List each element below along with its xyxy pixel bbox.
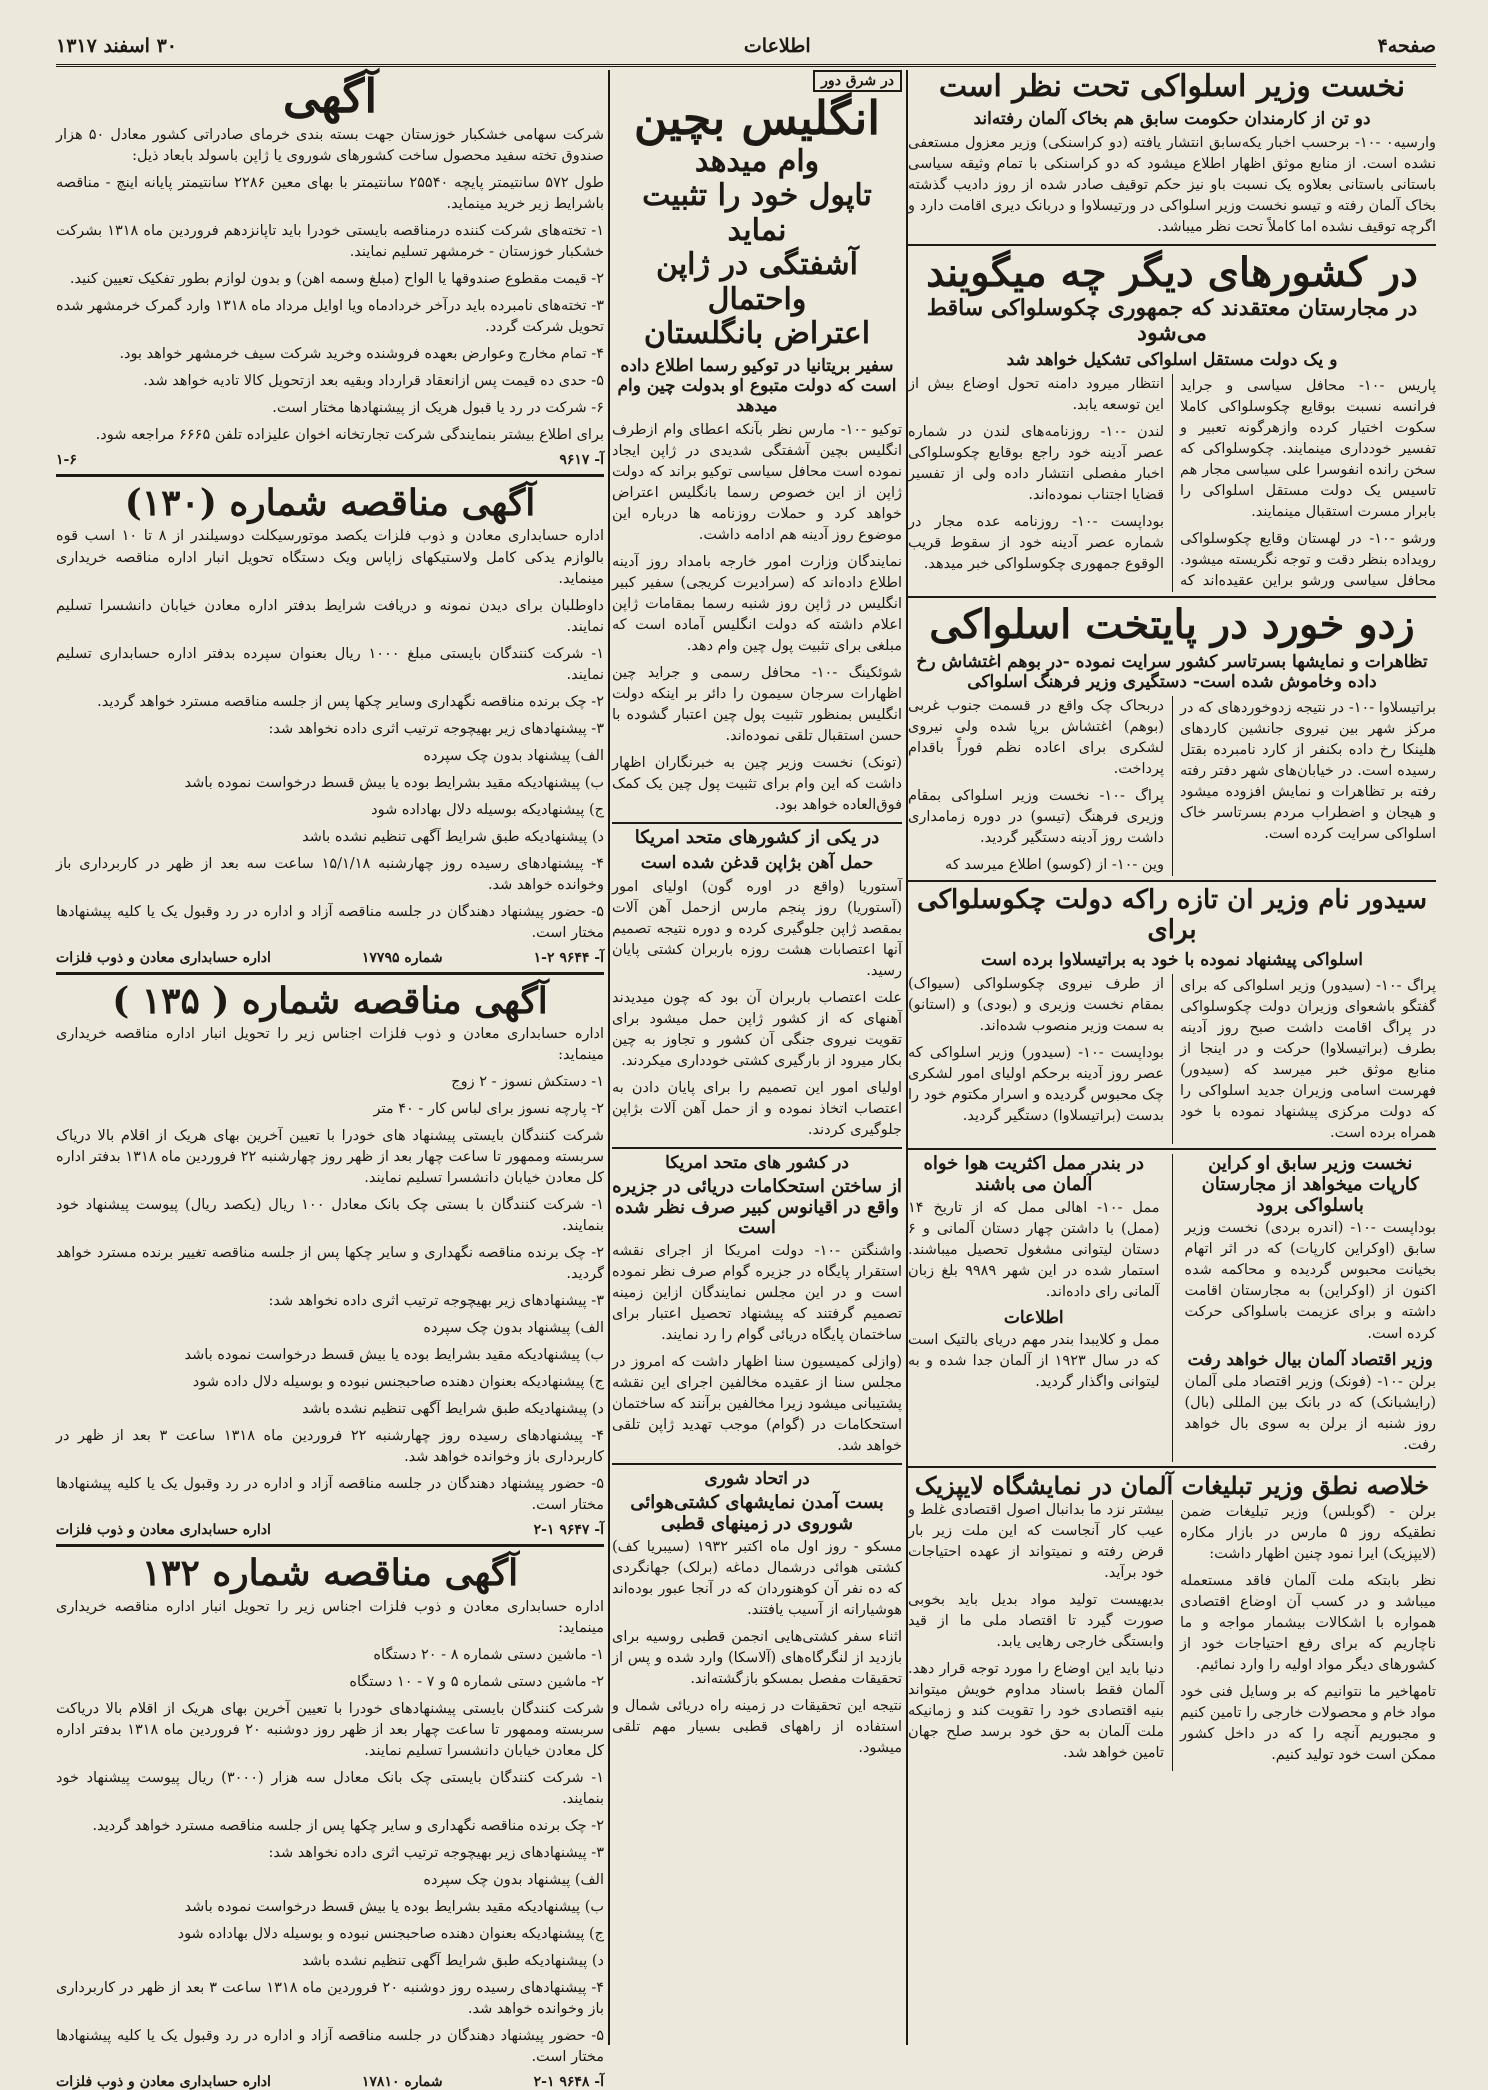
paragraph: اولیای امور این تصمیم را برای پایان دادن به اعتصاب اتخاذ نموده و از حمل آهن آلات بژاپن جلوگیری کردند. [612,1080,902,1139]
ad-issuer: اداره حسابداری معادن و ذوب فلزات [56,2074,271,2090]
paragraph: اداره حسابداری معادن و ذوب فلزات یکصد موتورسیکلت دوسیلندر از ۸ تا ۱۰ اسب قوه بالوازم یدکی کامل ولاستیکهای زاپاس ویک دستگاه تحویل انبار اداره مناقصه خریداری مینماید. [56,528,605,587]
divider [908,244,1436,246]
paragraph: ۱- شرکت کنندگان بایستی مبلغ ۱۰۰۰ ریال بعنوان سپرده بدفتر اداره حسابداری تسلیم نمایند. [56,645,604,683]
paragraph: ۱- ماشین دستی شماره ۸ - ۲۰ دستگاه [373,1646,604,1663]
headline: بست آمدن نمایشهای کشتی‌هوائی شوروی در زمینهای قطبی [630,1492,884,1534]
paragraph: الف) پیشنهاد بدون چک سپرده [423,1872,604,1889]
headline: نخست وزیر سابق او کراین کارپات میخواهد از مجارستان باسلواکی برود [1201,1153,1419,1216]
article-columns [908,974,1436,1144]
divider [908,880,1436,882]
divider [612,822,902,824]
article-slovak-pm [908,70,1436,238]
paragraph: ب) پیشنهادیکه مقید بشرایط بوده یا بیش قسط درخواست نموده باشد [184,1899,604,1916]
paragraph: ب) پیشنهادیکه مقید بشرایط بوده یا بیش قسط درخواست نموده باشد [184,1347,604,1364]
ad-title: آگهی مناقصه شماره ۱۳۲ [141,1552,519,1595]
article-row [908,1154,1436,1462]
paragraph: شرکت سهامی خشکبار خوزستان جهت بسته بندی خرمای صادراتی کشور معادل ۵۰ هزار صندوق تخته سفید محصول ساخت کشورهای شوروی یا ژاپن باسولد بابعاد ذیل: [56,126,605,164]
paragraph: ۴- پیشنهادهای رسیده روز چهارشنبه ۲۲ فروردین ماه ۱۳۱۸ ساعت ۳ بعد از ظهر در کاربرداری باز وخوانده خواهد شد. [56,1428,604,1466]
paragraph: ج) پیشنهادیکه بوسیله دلال بهاداده شود [371,801,604,818]
column-middle [612,70,902,2045]
divider [56,972,604,975]
paragraph: ۱- شرکت کنندگان با بستی چک بانک معادل ۱۰۰ ریال (یکصد ریال) پیوست پیشنهاد خود بنمایند. [56,1197,604,1235]
paragraph: ۱- تخته‌های شرکت کننده درمناقصه بایستی خودرا باید تاپانزدهم فروردین ماه ۱۳۱۸ بشرکت خشکبار خوزستان - خرمشهر تسلیم نمایند. [56,222,604,260]
paragraph: ج) پیشنهادیکه بعنوان دهنده صاحبجنس نبوده و بوسیله دلال بهاداده شود [177,1926,604,1943]
ad-number: شماره ۱۷۷۹۵ [361,949,443,966]
ad-khuzestan [56,70,604,468]
paragraph: پراگ -۱۰- (سیدور) وزیر اسلواکی که برای گفتگو باشعوای وزیران دولت چکوسلواکی در پراگ اقامت داشت صبح روز آدینه بطرف (براتیسلاوا) حرکت و در اینجا از منابع موثق خبر میرسد که (سیدور) فهرست اسامی وزیران جدید اسلواکی را که دولت مرکزی پیشنهاد نموده با خود همراه برده است. [1180,978,1436,1142]
paragraph: ۶- شرکت در رد یا قبول هریک از پیشنهادها مختار است. [272,400,604,417]
paragraph: داوطلبان برای دیدن نمونه و دریافت شرایط بدفتر اداره معادن خیابان دانشسرا تسلیم نمایند. [56,597,604,635]
paragraph: ۵- حضور پیشنهاد دهندگان در جلسه مناقصه آزاد و اداره در رد وقبول یک یا کلیه پیشنهادها مختار است. [56,2028,604,2066]
paragraph: ۳- پیشنهادهای زیر بهیچوجه ترتیب اثری داده نخواهد شد: [268,1845,604,1861]
headline: انگلیس بچین [633,91,881,145]
headline: در کشورهای دیگر چه میگویند [926,248,1418,296]
paragraph: الف) پیشنهاد بدون چک سپرده [423,747,604,764]
headline: سیدور نام وزیر ان تازه راکه دولت چکوسلواکی برای [917,885,1427,946]
ad-tender-132 [56,1553,604,2090]
subheadline: سفیر بریتانیا در توکیو رسما اطلاع داده است که دولت متبوع او بدولت چین وام میدهد [617,355,897,416]
paragraph: د) پیشنهادیکه طبق شرایط آگهی تنظیم نشده باشد [302,1953,604,1970]
headline: خلاصه نطق وزیر تبلیغات آلمان در نمایشگاه لایپزیک [914,1471,1430,1501]
headline: آشفتگی در ژاپن واحتمال [655,247,859,317]
issue-date: ۳۰ اسفند ۱۳۱۷ [56,35,177,57]
paragraph: براتیسلاوا -۱۰- در نتیجه زدوخوردهای که در مرکز شهر بین نیروی جانشین کاردهای هلینکا رخ داده بکنفر از کارد نامبرده بقتل رسیده است. در خیابان‌های شهر دفتر رفته رفته بر تظاهرات و نمایش افزوده میشود و هیجان و اضطراب مردم بسرتاسر خاک اسلواکی سرایت کرده است. [1180,700,1436,843]
newspaper-name: اطلاعات [743,35,811,57]
masthead [56,28,1436,67]
divider [612,1147,902,1149]
ad-code: آ- ۹۶۴۴ ۲-۱ [533,949,604,966]
article-columns [908,696,1436,876]
paragraph: بوداپست -۱۰- روزنامه عده مجار در شماره عصر آدینه خود از سقوط قریب الوقوع جمهوری چکوسلواکی خبر میدهد. [908,514,1165,573]
divider [612,1463,902,1465]
paragraph: برلن - (گوبلس) وزیر تبلیغات ضمن نطقیکه روز ۵ مارس در بازار مکاره (لایپزیک) ایرا نمود چنین اظهار داشت: [1180,1503,1436,1562]
paragraph: ۲- ماشین دستی شماره ۵ و ۷ - ۱۰ دستگاه [349,1673,604,1690]
paragraph: آستوریا (واقع در اوره گون) اولیای امور (آستوریا) روز پنجم مارس ازحمل آهن آلات بمقصد ژاپن جلوگیری کرده و دوره نتیجه تصمیم آنها اعتصابات هشت روزه باربران کشتی پایان رسید. [612,878,902,979]
article-columns [908,1500,1436,1771]
paragraph: طول ۵۷۲ سانتیمتر پایچه ۲۵۵۴۰ سانتیمتر با بهای معین ۲۲۸۶ سانتیمتر پایانه اینچ - مناقصه باشرایط زیر خرید مینماید. [56,174,604,212]
paragraph: الف) پیشنهاد بدون چک سپرده [423,1320,604,1337]
ad-run: ۱-۶ [56,452,77,469]
ad-issuer: اداره حسابداری معادن و ذوب فلزات [56,1522,271,1539]
headline: تاپول خود را تثبیت نماید [642,178,872,248]
paragraph: وین -۱۰- از (کوسو) اطلاع میرسد که [945,857,1164,874]
paragraph: علت اعتصاب باربران آن بود که چون میدیدند آهنهای که از کشور ژاپن حمل میشود برای تقویت نیروی جنگی آن کشور و تجاوز به چین بکار میرود از بارگیری کشتی خودداری میکردند. [612,989,902,1069]
paragraph: ب) پیشنهادیکه مقید بشرایط بوده یا بیش قسط درخواست نموده باشد [184,774,604,791]
subheadline: تظاهرات و نمایشها بسرتاسر کشور سرایت نموده -در بوهم اغتشاش رخ داده وخاموش شده است- دستگیری وزیر فرهنگ اسلواکی [916,652,1428,693]
paragraph: ۱- دستکش نسوز - ۲ زوج [451,1074,604,1091]
paragraph: ۲- پارچه نسوز برای لباس کار - ۴۰ متر [373,1101,604,1118]
paragraph: تامهاخیر ما نتوانیم که بر وسایل فنی خود مواد خام و محصولات خارجی را تامین کنیم و مجبوریم آنچه را که در داخل کشور ممکن است خود تولید کنیم. [1180,1683,1436,1763]
ad-number: شماره ۱۷۸۱۰ [361,2074,443,2090]
paragraph: ۳- تخته‌های نامبرده باید درآخر خردادماه ویا اوایل مرداد ماه ۱۳۱۸ وارد گمرک خرمشهر شده تحویل شرکت گردد. [56,298,604,336]
paragraph: بیشتر نزد ما بدانبال اصول اقتصادی غلط و عیب کار آنجاست که این ملت زیر بار قرض رفته و نمیتواند از عهده احتیاجات خود برآید. [908,1501,1164,1581]
subheadline: اطلاعات [1003,1307,1064,1328]
article-columns [908,374,1436,592]
subheadline: در مجارستان معتقدند که جمهوری چکوسلواکی ساقط می‌شود [926,294,1418,346]
paragraph: برای اطلاع بیشتر بنمایندگی شرکت تجارتخانه اخوان علیزاده تلفن ۶۶۶۵ مراجعه شود. [95,427,604,444]
ad-footer [56,1522,604,1538]
ad-tender-130 [56,483,604,966]
ad-footer [56,2074,604,2090]
headline: اعتراض بانگلستان [643,316,871,352]
subheadline: حمل آهن بژاپن قدغن شده است [640,852,874,873]
ad-code: آ- ۹۶۴۷ ۱-۲ [533,1522,604,1539]
subheadline: وزیر اقتصاد آلمان بیال خواهد رفت [1187,1349,1433,1370]
paragraph: ۴- پیشنهادهای رسیده روز دوشنبه ۲۰ فروردین ماه ۱۳۱۸ ساعت ۳ بعد از ظهر در کاربرداری باز وخوانده خواهد شد. [56,1980,605,2018]
paragraph: ۱- شرکت کنندگان بایستی چک بانک معادل سه هزار (۳۰۰۰) ریال پیوست پیشنهاد خود بنمایند. [56,1769,604,1807]
article-clash-capital [908,602,1436,876]
headline: نخست وزیر اسلواکی تحت نظر است [938,69,1406,104]
headline: زدو خورد در پایتخت اسلواکی [929,601,1415,649]
paragraph: اثناء سفر کشتی‌هایی انجمن قطبی روسیه برای بازدید از لنگرگاه‌های (آلاسکا) وارد شده و پس از تحقیقات مفصل بمسکو بازگشته‌اند. [612,1628,902,1687]
ad-footer [56,950,604,966]
headline: از ساختن استحکامات دریائی در جزیره واقع در اقیانوس کبیر صرف نظر شده است [612,1176,902,1239]
paragraph: شوئکینگ -۱۰- محافل رسمی و جراید چین اظهارات سرجان سیمون را دائر بر اینکه دولت انگلیس بمنظور تثبیت پول چین اعتبار گشوده با حسن استقبال تلقی نموده‌اند. [612,665,903,745]
paragraph: ۵- حضور پیشنهاد دهندگان در جلسه مناقصه آزاد و اداره در رد وقبول یک یا کلیه پیشنهادها مختار است. [56,1476,604,1514]
headline: در یکی از کشورهای متحد امریکا [634,827,880,849]
paragraph: دنیا باید این اوضاع را مورد توجه قرار دهد. آلمان فقط باسناد مداوم خویش میتواند بنیه اقتصادی خود را تقویت کند و زمانیکه ملت آلمان به حق خود برسد صلح جهان تامین خواهد شد. [908,1660,1164,1761]
ad-issuer: اداره حسابداری معادن و ذوب فلزات [56,949,271,966]
paragraph: برلن -۱۰- (فونک) وزیر اقتصاد ملی آلمان (رایشبانک) که در بانک بین المللی (بال) روز شنبه از برلن به سوی بال خواهد رفت. [1184,1374,1436,1454]
article-body: وارسیه۰ -۱۰- برحسب اخبار یکه‌سابق انتشار یافته (دو کراسنکی) وزیر معزول مستعفی نشده است. از منابع موثق اظهار اطلاع میشود که دو کراسنکی با تمام وثیقه سیاسی باستانی باستانی بعلاوه یک نسبت باو نیز حکم توقیف صادر شده از روز دادیب گذشته بخاک آلمان رفته و تیسو نخست وزیر اسلواکی در ورتیسلاوا و دربانک دیری اقامت دارد و اگرچه توقیف نشده اما کاملاً تحت نظر میباشد. [908,134,1436,235]
headline: در بندر ممل اکثریت هوا خواه آلمان می باشند [923,1153,1145,1196]
ad-footer [56,452,604,468]
section-kicker: در شرق دور [813,70,902,92]
paragraph: ج) پیشنهادیکه بعنوان دهنده صاحبجنس نبوده و بوسیله دلال داده شود [192,1374,604,1391]
paragraph: واشنگتن -۱۰- دولت امریکا از اجرای نقشه استقرار پایگاه در جزیره گوام صرف نظر نموده است و در این مجلس نمایندگان ازاین زمینه تصمیم گرفتند که پیشنهاد تحصیل اعتبار برای ساختمان پایگاه دریائی گوام را رد نمایند. [612,1243,902,1344]
column-right [908,70,1436,2045]
paragraph: بدیهیست تولید مواد بدیل باید بخوبی صورت گیرد تا اقتصاد ملی ما از قید وابستگی خارجی رهایی یابد. [908,1591,1164,1650]
paragraph: ممل و کلایبدا بندر مهم دریای بالتیک است که در سال ۱۹۲۳ از آلمان جدا شده و به لیتوانی واگذار گردید. [908,1332,1160,1391]
divider [1172,1154,1173,1462]
ad-title: آگهی مناقصه شماره ( ۱۳۵ ) [112,979,548,1022]
paragraph: شرکت کنندگان بایستی پیشنهادهای خودرا با تعیین آخرین بهای هریک از اقلام بالا دریاکت سربسته وممهور تا ساعت چهار بعد از ظهر روز دوشنبه ۲۰ فروردین ماه ۱۳۱۸ بدفتر اداره کل معادن خیابان دانشسرا تسلیم نمایند. [56,1700,604,1759]
paragraph: اداره حسابداری معادن و ذوب فلزات اجناس زیر را تحویل انبار اداره مناقصه خریداری مینماید: [56,1026,604,1064]
paragraph: بوداپست -۱۰- (اندره بردی) نخست وزیر سابق (اوکراین کارپات) که در اثر اتهام بخیانت محبوس گردیده و محاکمه شده اکنون از (اوکراین) به مجارستان اقامت داشته و برای عزیمت باسلواکی حرکت کرده است. [1184,1220,1436,1342]
paragraph: پاریس -۱۰- محافل سیاسی و جراید فرانسه نسبت بوقایع چکوسلواکی کاملا سکوت اختیار کرده وازهرگونه تعبیر و تفسیر خودداری مینمایند. چکوسلواکی که سخن رانده انفوسرا علی سیاسی مجار هم تاسیس یک دولت مستقل اسلواکی را بابرار مسرت استقبال مینمایند. [1180,378,1436,521]
section-kicker: در اتحاد شوری [704,1469,810,1490]
page-number: صفحه۴ [1377,35,1436,57]
paragraph: (وازلی کمیسیون سنا اظهار داشت که امروز در مجلس سنا از عقیده مخالفین اجرای این نقشه پشتیبانی میشود زیرا مخالفین برآنند که ساختمان استحکامات در (گوام) موجب تهدید ژاپن تلقی خواهد شد. [612,1354,902,1455]
ad-tender-135 [56,981,604,1539]
headline: وام میدهد [694,143,820,179]
paragraph: (تونک) نخست وزیر چین به خبرنگاران اظهار داشت که این وام برای تثبیت پول چین یک کمک فوق‌العاده خواهد بود. [612,755,902,814]
divider [908,1466,1436,1468]
divider [908,596,1436,598]
paragraph: ورشو -۱۰- در لهستان وقایع چکوسلواکی رویداده بنظر دقت و توجه نگریسته میشود. محافل سیاسی ورشو براین عقیده‌اند که انتظار میرود دامنه تحول اوضاع بیش از این توسعه یابد. [908,376,1436,590]
paragraph: توکیو -۱۰- مارس نظر بآنکه اعطای وام ازطرف انگلیس بچین آشفتگی شدیدی در ژاپن ایجاد نموده است محافل سیاسی توکیو براند که دولت ژاپن از این خصوص رسما بانگلیس اعتراض خواهد کرد و حملات روزنامه ها درباره این موضوع روز آدینه هم ادامه داشت. [612,421,902,543]
ad-code: آ- ۹۶۱۷ [559,452,604,469]
column-left-ads [56,69,605,2090]
section-kicker: در کشور های متحد امریکا [665,1153,849,1174]
ad-code: آ- ۹۶۴۸ ۱-۲ [533,2074,604,2090]
paragraph: دربحاک چک واقع در قسمت جنوب غربی (بوهم) اغتشاش برپا شده ولی نیروی لشکری برای اعاده نظم فوراً باقدام پرداخت. [908,698,1164,778]
paragraph: ۲- قیمت مقطوع صندوقها یا الواح (مبلغ وسمه اهن) و بدون لوازم بطور تفکیک تعیین کنید. [69,270,604,287]
paragraph: ۳- پیشنهادهای زیر بهیچوجه ترتیب اثری داده نخواهد شد: [268,720,604,737]
divider [56,474,604,477]
paragraph: پراگ -۱۰- نخست وزیر اسلواکی بمقام وزیری فرهنگ (تیسو) در دوره زمامداری داشت روز آدینه دستگیر گردید. [908,788,1164,847]
paragraph: ممل -۱۰- اهالی ممل که از تاریخ ۱۴ (ممل) با داشتن چهار دستان آلمانی و ۶ دستان لیتوانی مشغول تحصیل میباشند. استمار شده در این شهر ۹۹۸۹ بلغ زبان آلمانی رای داده‌اند. [908,1199,1160,1300]
paragraph: شرکت کنندگان بایستی پیشنهاد های خودرا با تعیین آخرین بهای هریک از اقلام بالا دریاک سربسته وممهور تا ساعت چهار بعد از ظهر روز چهارشنبه ۲۲ فروردین ماه ۱۳۱۸ بدفتر اداره کل معادن خیابان دانشسرا تسلیم نمایند. [56,1128,605,1187]
paragraph: د) پیشنهادیکه طبق شرایط آگهی تنظیم نشده باشد [302,1401,604,1418]
article-sidor [908,886,1436,1144]
article-carpatho-ukraine [1185,1154,1437,1462]
subheadline-2: و یک دولت مستقل اسلواکی تشکیل خواهد شد [1006,350,1338,371]
paragraph: ۴- تمام مخارج وعوارض بعهده فروشنده وخرید شرکت سیف خرمشهر خواهد بود. [119,346,604,363]
divider [56,1544,604,1547]
paragraph: نمایندگان وزارت امور خارجه بامداد روز آدینه اطلاع داده‌اند که (سرادیرت کریجی) سفیر کبیر انگلیس در ژاپن روز شنبه رسما بمقامات ژاپن اعلام داشته که دولت انگلیس آماده است که مبلغی برای تثبیت پول چین وام دهد. [612,553,902,655]
paragraph: د) پیشنهادیکه طبق شرایط آگهی تنظیم نشده باشد [302,828,604,845]
article-memel [908,1154,1160,1462]
paragraph: مسکو - روز اول ماه اکتبر ۱۹۳۲ (سیبریا کف) کشتی هوائی درشمال دماغه (برلک) جهانگردی که ده نفر آن کوهنوردان که در آنجا عبور بوده‌اند هوشیارانه از آسیب یافتند. [612,1538,902,1618]
paragraph: ۲- چک برنده مناقصه نگهداری و سایر چکها پس از جلسه مناقصه مسترد خواهد گردید. [92,1817,604,1834]
ad-title: آگهی مناقصه شماره (۱۳۰) [124,482,536,525]
subheadline: دو تن از کارمندان حکومت سابق هم بخاک آلمان رفته‌اند [973,108,1371,129]
subheadline: اسلواکی پیشنهاد نموده با خود به براتیسلاوا برده است [980,950,1364,971]
paragraph: نتیجه این تحقیقات در زمینه راه دریائی شمال و استفاده از راههای قطبی بسیار مهم تلقی میشود. [612,1697,902,1756]
paragraph: ۳- پیشنهادهای زیر بهیچوجه ترتیب اثری داده نخواهد شد: [268,1293,604,1310]
paragraph: از طرف نیروی چکوسلواکی (سیواک) بمقام نخست وزیری و (بودی) و (استانو) به سمت وزیر منصوب شده‌اند. [908,976,1164,1035]
paragraph: ۵- حدی ده قیمت پس ازانعقاد قرارداد وبقیه بعد ازتحویل کالا تادیه خواهد شد. [143,373,604,390]
paragraph: ۲- چک برنده مناقصه نگهداری و سایر چکها پس از جلسه مناقصه تغییر برنده مسترد خواهد گردید. [56,1245,604,1283]
paragraph: لندن -۱۰- روزنامه‌های لندن در شماره عصر آدینه خود راجع بوقایع چکوسلواکی اخبار مفصلی انتشار داده ولی از تفسیر قضایا اجتناب نموده‌اند. [908,424,1165,504]
paragraph: بوداپست -۱۰- (سیدور) وزیر اسلواکی که عصر روز آدینه برحکم اولیای امور لشکری چک محبوس گردیده و اسرار مکتوم خود را بدست (براتیسلاوا) دستگیر گردید. [908,1045,1165,1125]
paragraph: ۵- حضور پیشنهاد دهندگان در جلسه مناقصه آزاد و اداره در رد وقبول یک یا کلیه پیشنهادها مختار است. [56,903,604,941]
divider [908,1148,1436,1150]
article-goebbels-speech [908,1472,1436,1771]
paragraph: ۴- پیشنهادهای رسیده روز چهارشنبه ۱۵/۱/۱۸ ساعت سه بعد از ظهر در کاربرداری باز وخوانده خواهد شد. [56,855,605,893]
ad-title: آگهی [282,69,378,123]
article-other-countries [908,250,1436,593]
paragraph: اداره حسابداری معادن و ذوب فلزات اجناس زیر را تحویل انبار اداره مناقصه خریداری مینماید: [56,1598,604,1636]
column-rule [608,70,610,2045]
paragraph: نظر بابتکه ملت آلمان فاقد مستعمله میباشد و در کسب آن اوضاع اقتصادی همواره با اشکالات بیشمار مواجه و ما ناچاریم که برای رفع احتیاجات خود از کشورهای دیگر مواد اولیه را وارد نمائیم. [1180,1572,1436,1673]
paragraph: ۲- چک برنده مناقصه نگهداری وسایر چکها پس از جلسه مناقصه مسترد خواهد گردید. [97,693,604,710]
